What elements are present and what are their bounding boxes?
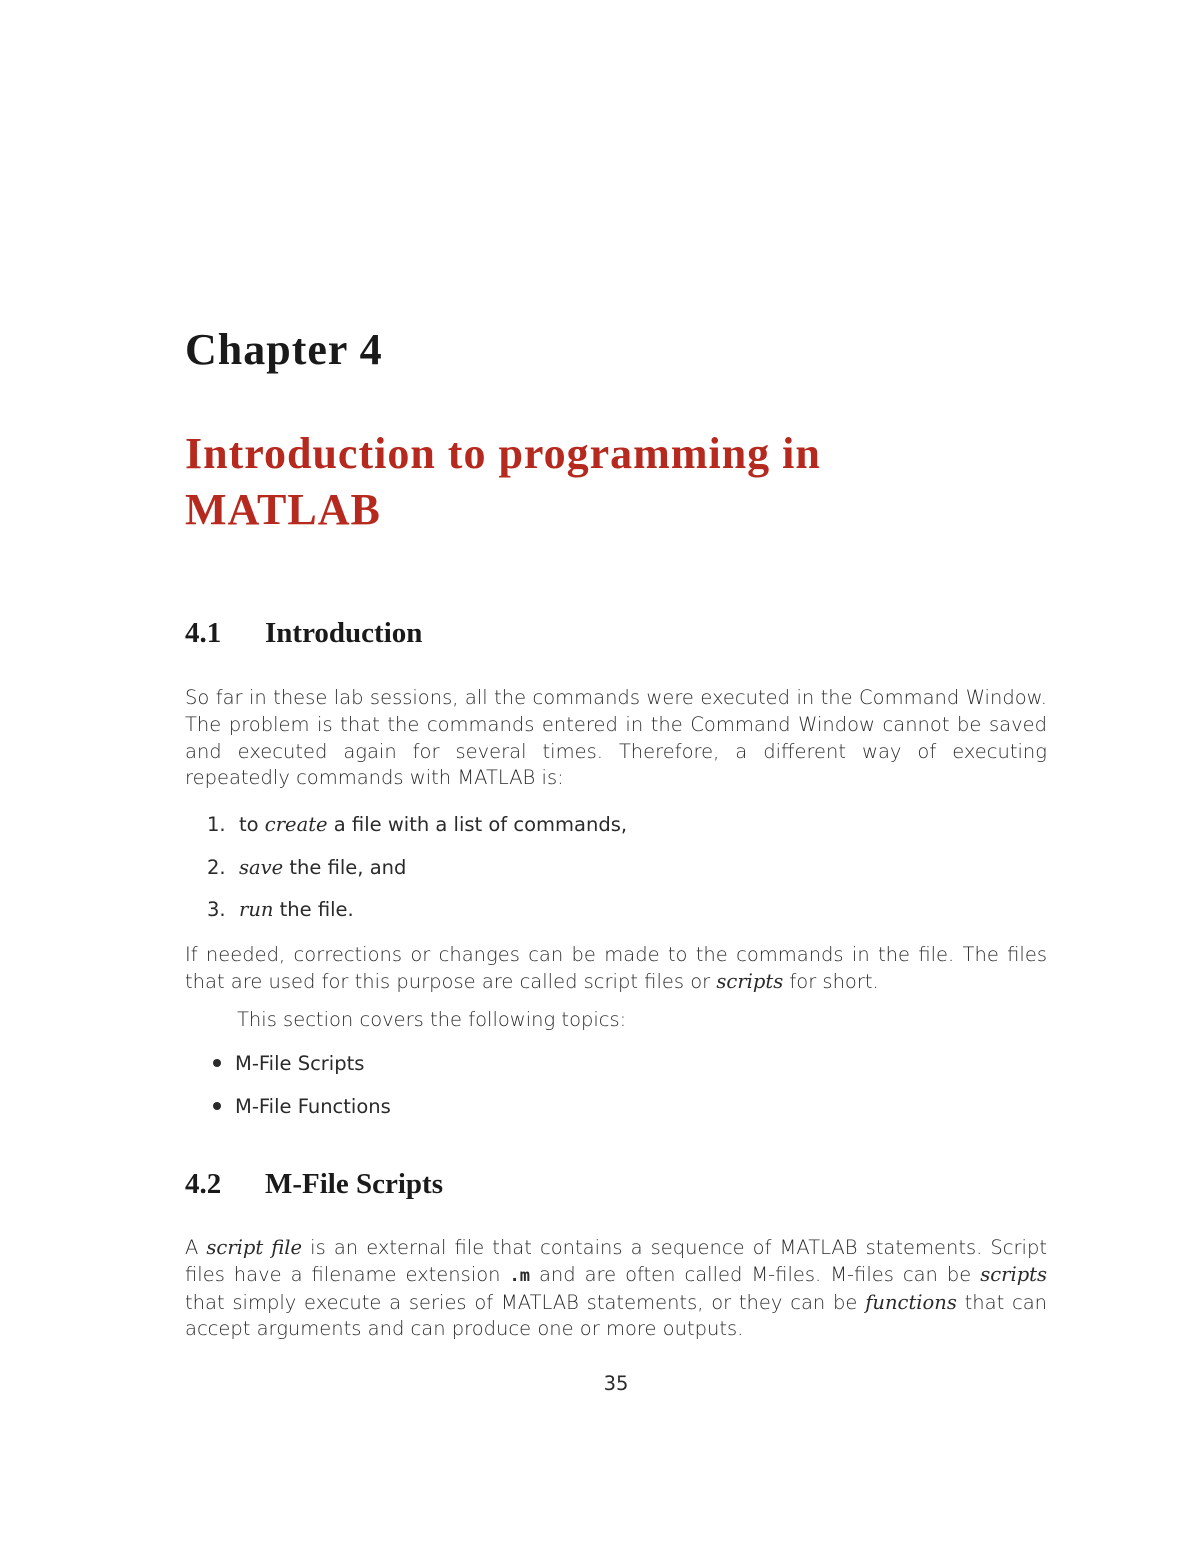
list-marker: 3. xyxy=(207,898,226,921)
section-number: 4.2 xyxy=(185,1168,222,1200)
script-file-paragraph: A script file is an external file that contains a sequence of MATLAB statements. Script files have a filename extension .m and are often called M-files. M-files can be scripts that simply execute a series of MATLAB statements, or they can be functions that can accept arguments and can produce one or more outputs. xyxy=(185,1236,1048,1341)
intro-paragraph: So far in these lab sessions, all the commands were executed in the Command Window. The problem is that the commands entered in the Command Window cannot be saved and executed again for several times. Therefore, a different way of executing repeatedly commands with MATLAB is: xyxy=(185,686,1047,790)
section-title: Introduction xyxy=(265,617,423,649)
list-item: 2. save the file, and xyxy=(207,855,407,879)
chapter-title-line2: MATLAB xyxy=(185,485,381,534)
section-heading-introduction xyxy=(185,617,422,650)
scripts-paragraph: If needed, corrections or changes can be made to the commands in the file. The files that are used for this purpose are called script files or scripts for short. xyxy=(185,943,1047,993)
topics-intro: This section covers the following topics: xyxy=(237,1008,627,1031)
list-marker: 1. xyxy=(207,813,226,836)
chapter-label: Chapter 4 xyxy=(185,325,383,374)
section-title: M-File Scripts xyxy=(265,1168,443,1200)
list-item: 3. run the file. xyxy=(207,898,354,921)
list-item: M-File Functions xyxy=(203,1094,391,1137)
section-number: 4.1 xyxy=(185,617,222,649)
section-heading-mfile-scripts xyxy=(185,1168,443,1201)
steps-list xyxy=(207,812,627,940)
chapter-title xyxy=(185,426,821,538)
list-item: M-File Scripts xyxy=(203,1051,391,1094)
topics-list xyxy=(203,1051,391,1136)
page-number: 35 xyxy=(603,1372,629,1395)
bullet-icon xyxy=(213,1059,221,1067)
bullet-icon xyxy=(213,1102,221,1110)
list-item: 1. to create a file with a list of commands, xyxy=(207,813,628,836)
chapter-title-line1: Introduction to programming in xyxy=(185,429,821,478)
file-extension: .m xyxy=(509,1265,530,1286)
list-marker: 2. xyxy=(207,855,226,879)
